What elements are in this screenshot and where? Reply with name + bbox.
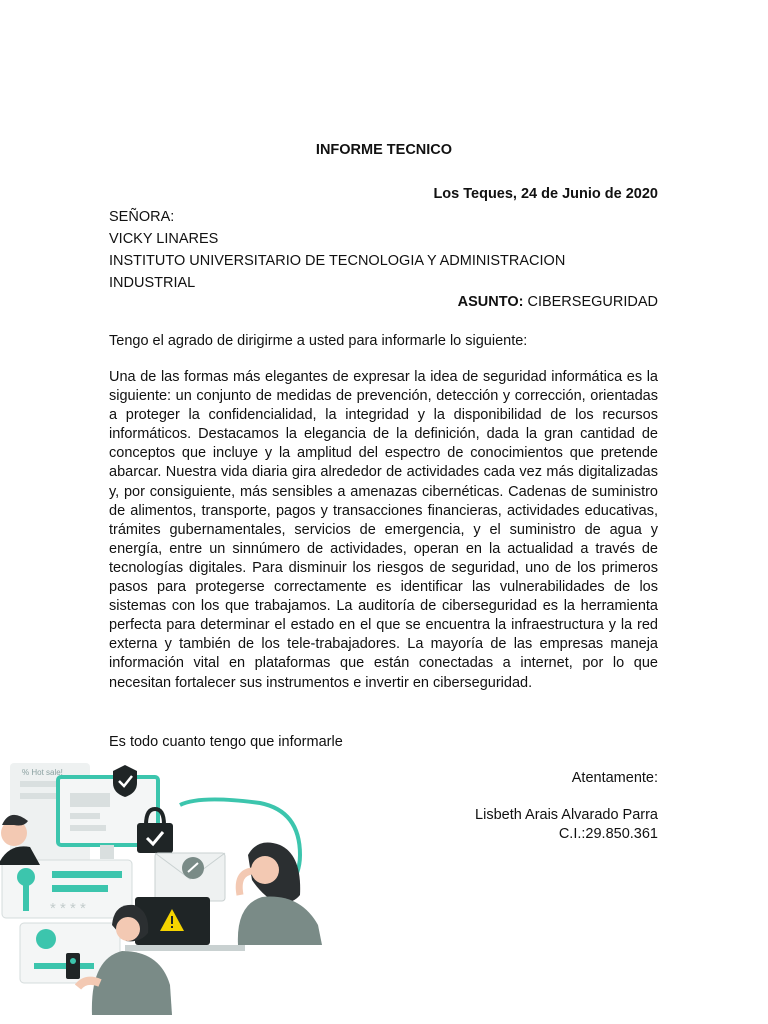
date-line: Los Teques, 24 de Junio de 2020: [433, 186, 658, 202]
institution-line-1: INSTITUTO UNIVERSITARIO DE TECNOLOGIA Y ADMINISTRACION: [109, 253, 566, 269]
signature-block: [475, 806, 658, 844]
intro-paragraph: Tengo el agrado de dirigirme a usted para informarle lo siguiente:: [109, 333, 528, 349]
padlock-icon: [137, 823, 173, 853]
signer-name: Lisbeth Arais Alvarado Parra: [475, 807, 658, 823]
hot-sale-label: % Hot sale!: [22, 768, 63, 777]
woman-right-shirt: [238, 897, 322, 945]
recipient-name: VICKY LINARES: [109, 231, 219, 247]
password-mask: * * * *: [50, 900, 86, 917]
recipient-block: [109, 206, 669, 294]
signer-id: C.I.:29.850.361: [558, 826, 658, 842]
subject-label: ASUNTO:: [457, 294, 524, 310]
user-icon: [36, 929, 56, 949]
institution-line-2: INDUSTRIAL: [109, 275, 196, 291]
salutation: SEÑORA:: [109, 209, 175, 225]
document-title: INFORME TECNICO: [315, 142, 453, 158]
subject-line: [458, 294, 658, 310]
closing-line: Es todo cuanto tengo que informarle: [109, 734, 343, 750]
phone-icon: [66, 953, 80, 979]
body-paragraph: Una de las formas más elegantes de expresar la idea de seguridad informática es la siguiente: un conjunto de medidas de prevención, detección y corrección, orientadas a proteger la confidencialidad, la integridad y la disponibilidad de los recursos informáticos. Destacamos la elegancia de la definición, dada la gran cantidad de conceptos que incluye y la amplitud del espectro de conocimientos que pretende abarcar. Nuestra vida diaria gira alrededor de actividades cada vez más digitalizadas y, por consiguiente, más sensibles a amenazas cibernéticas. Cadenas de suministro de alimentos, transporte, pagos y transacciones financieras, actividades educativas, trámites gubernamentales, servicios de emergencia, y el suministro de agua y energía, entre un sinnúmero de actividades, operan en la actualidad a través de tecnologías digitales. Para disminuir los riesgos de seguridad, uno de los primeros pasos para protegerse correctamente es identificar las vulnerabilidades de los sistemas con los que trabajamos. La auditoría de ciberseguridad es la herramienta perfecta para determinar el estado en el que se encuentra la infraestructura y la red externa y también de los tele-trabajadores. La mayoría de las empresas maneja información vital en plataformas que están conectadas a internet, por lo que necesitan fortalecer sus instrumentos e invertir en ciberseguridad.: [109, 369, 658, 691]
subject-value: CIBERSEGURIDAD: [523, 294, 658, 310]
regards: Atentamente:: [571, 770, 658, 786]
cybersecurity-illustration: [0, 755, 330, 1015]
